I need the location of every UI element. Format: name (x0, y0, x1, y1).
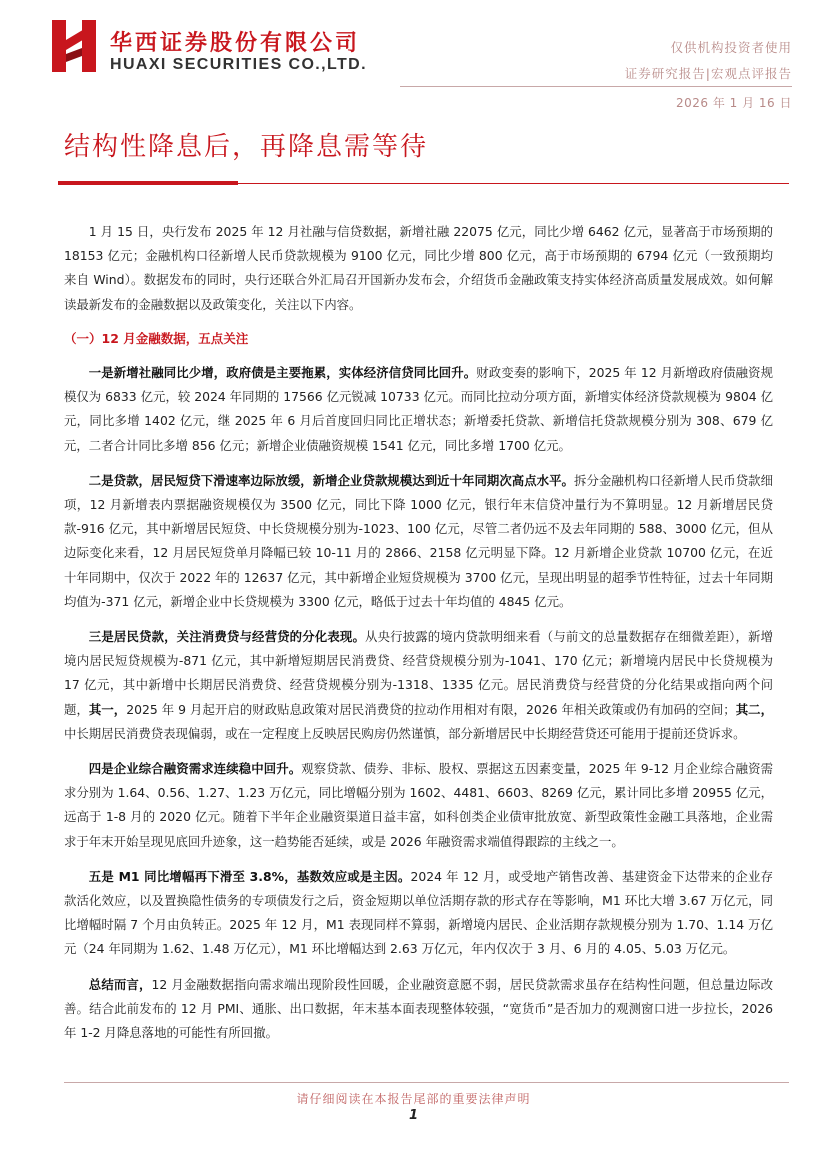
huaxi-logo-icon (52, 20, 98, 72)
point-4-lead: 四是企业综合融资需求连续稳中回升。 (88, 761, 302, 777)
report-date: 2026 年 1 月 16 日 (675, 96, 792, 110)
title-underline-thin (238, 183, 789, 184)
point-4-paragraph (64, 757, 773, 854)
point-2-lead: 二是贷款，居民短贷下滑速率边际放缓，新增企业贷款规模达到近十年同期次高点水平。 (88, 472, 574, 488)
point-5-body: 2024 年 12 月，或受地产销售改善、基建资金下达带来的企业存款活化效应，以及置换隐性债务的专项债发行之后，资金短期以单位活期存款的形式存在等影响，M1 环比大增 3.67 万亿元，同比增幅时隔 7 个月由负转正。2025 年 12 月，M1 表现同样不算弱，新增境内居民、企业活期存款规模分别为 1.70、1.14 万亿元（24 年同期为 1.62、1.48 万亿元），M1 环比增幅达到 2.63 万亿元，年内仅次于 3 月、6 月的 4.05、5.03 万亿元。 (64, 868, 773, 957)
footer-disclaimer: 请仔细阅读在本报告尾部的重要法律声明 (296, 1092, 531, 1106)
point-3-emphasis-1: 其一， (88, 701, 127, 717)
point-4-body: 观察贷款、债券、非标、股权、票据这五因素变量，2025 年 9-12 月企业综合融资需求分别为 1.64、0.56、1.27、1.23 万亿元，同比增幅分别为 1602、4481、6603、8269 亿元，累计同比多增 20955 亿元，远高于 1-8 月的 2020 亿元。随着下半年企业融资渠道日益丰富，如科创类企业债审批放宽、新型政策性金融工具落地，企业需求于年末开始呈现见底回升迹象，这一趋势能否延续，或是 2026 年融资需求端值得跟踪的主线之一。 (64, 761, 773, 849)
point-2-paragraph (64, 469, 773, 614)
point-1-lead: 一是新增社融同比少增，政府债是主要拖累，实体经济信贷同比回升。 (88, 365, 477, 381)
point-1-paragraph (64, 361, 773, 458)
report-type: 证券研究报告|宏观点评报告 (624, 66, 792, 81)
point-3-body-a: 从央行披露的境内贷款明细来看（与前文的总量数据存在细微差距），新增境内居民短贷规模为-871 亿元，其中新增短期居民消费贷、经营贷规模分别为-1041、170 亿元；新增境内居民中长贷规模为 17 亿元，其中新增中长期居民消费贷、经营贷规模分别为-1318、1335 亿元。居民消费贷与经营贷的分化结果或指向两个问题， (64, 629, 773, 717)
point-1-body: 财政变奏的影响下，2025 年 12 月新增政府债融资规模仅为 6833 亿元，较 2024 年同期的 17566 亿元锐减 10733 亿元。而同比拉动分项方面，新增实体经济贷款规模为 9804 亿元，同比多增 1402 亿元，继 2025 年 6 月后首度回归同比正增状态；新增委托贷款、新增信托贷款规模分别为 308、679 亿元，二者合计同比多增 856 亿元；新增企业债融资规模 1541 亿元，同比多增 1700 亿元。 (64, 365, 773, 453)
company-name-en: HUAXI SECURITIES CO.,LTD. (110, 56, 367, 73)
point-3-body-c: 中长期居民消费贷表现偏弱，或在一定程度上反映居民购房仍然谨慎，部分新增居民中长期经营贷还可能用于提前还贷诉求。 (64, 725, 746, 741)
intro-paragraph: 1 月 15 日，央行发布 2025 年 12 月社融与信贷数据，新增社融 22075 亿元，同比少增 6462 亿元，显著高于市场预期的 18153 亿元；金融机构口径新增人民币贷款规模为 9100 亿元，同比少增 800 亿元，高于市场预期的 6794 亿元（一致预期均来自 Wind）。数据发布的同时，央行还联合外汇局召开国新办发布会，介绍货币金融政策支持实体经济高质量发展成效。如何解读最新发布的金融数据以及政策变化，关注以下内容。 (64, 224, 773, 312)
footer-divider (64, 1082, 789, 1083)
company-name-cn: 华西证券股份有限公司 (110, 30, 361, 56)
summary-paragraph (64, 973, 773, 1046)
point-3-paragraph (64, 625, 773, 746)
point-2-body: 拆分金融机构口径新增人民币贷款细项，12 月新增表内票据融资规模仅为 3500 亿元，同比下降 1000 亿元，银行年末信贷冲量行为不算明显。12 月新增居民贷款-916 亿元，其中新增居民短贷、中长贷规模分别为-1023、100 亿元，尽管二者仍远不及去年同期的 588、3000 亿元，但从边际变化来看，12 月居民短贷单月降幅已较 10-11 月的 2866、2158 亿元明显下降。12 月新增企业贷款 10700 亿元，在近十年同期中，仅次于 2022 年的 12637 亿元，其中新增企业短贷规模为 3700 亿元，呈现出明显的超季节性特征，过去十年同期均值为-371 亿元，新增企业中长贷规模为 3300 亿元，略低于过去十年均值的 4845 亿元。 (64, 472, 774, 609)
usage-note: 仅供机构投资者使用 (670, 40, 792, 55)
page-number: 1 (408, 1108, 419, 1123)
section-heading: （一）12 月金融数据，五点关注 (64, 330, 249, 346)
title-underline-thick (58, 181, 238, 185)
point-5-paragraph (64, 865, 773, 962)
report-title: 结构性降息后，再降息需等待 (64, 132, 429, 162)
report-body (64, 220, 773, 1045)
summary-body: 12 月金融数据指向需求端出现阶段性回暖，企业融资意愿不弱，居民贷款需求虽存在结构性问题，但总量边际改善。结合此前发布的 12 月 PMI、通胀、出口数据，年末基本面表现整体较强，“宽货币”是否加力的观测窗口进一步拉长，2026 年 1-2 月降息落地的可能性有所回撤。 (64, 976, 773, 1041)
point-3-body-b: 2025 年 9 月起开启的财政贴息政策对居民消费贷的拉动作用相对有限，2026 年相关政策或仍有加码的空间； (126, 701, 736, 717)
point-3-emphasis-2: 其二， (735, 701, 773, 717)
header-divider (400, 86, 792, 87)
point-3-lead: 三是居民贷款，关注消费贷与经营贷的分化表现。 (88, 629, 366, 645)
company-logo (52, 20, 382, 80)
summary-lead: 总结而言， (88, 976, 152, 992)
point-5-lead: 五是 M1 同比增幅再下滑至 3.8%，基数效应或是主因。 (88, 868, 411, 884)
